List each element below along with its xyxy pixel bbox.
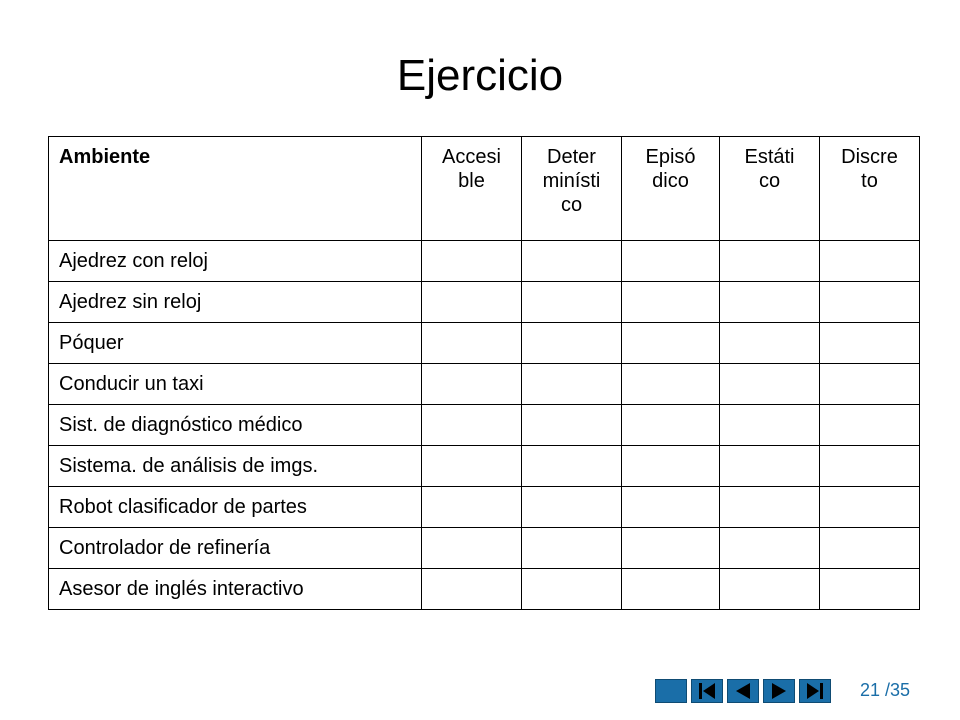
row-label: Asesor de inglés interactivo bbox=[49, 569, 422, 610]
empty-cell bbox=[720, 487, 820, 528]
empty-cell bbox=[720, 323, 820, 364]
empty-cell bbox=[422, 405, 522, 446]
row-label: Póquer bbox=[49, 323, 422, 364]
empty-cell bbox=[422, 487, 522, 528]
empty-cell bbox=[820, 364, 920, 405]
page-total: /35 bbox=[885, 680, 911, 700]
table-row bbox=[49, 405, 920, 446]
empty-cell bbox=[522, 241, 622, 282]
row-label: Ajedrez con reloj bbox=[49, 241, 422, 282]
empty-cell bbox=[820, 323, 920, 364]
header-accesible: Accesi ble bbox=[422, 137, 522, 241]
empty-cell bbox=[522, 487, 622, 528]
empty-cell bbox=[820, 405, 920, 446]
first-page-icon[interactable] bbox=[691, 679, 723, 703]
empty-cell bbox=[622, 487, 720, 528]
empty-cell bbox=[422, 364, 522, 405]
row-label: Sistema. de análisis de imgs. bbox=[49, 446, 422, 487]
empty-cell bbox=[720, 446, 820, 487]
table-row bbox=[49, 487, 920, 528]
empty-cell bbox=[720, 241, 820, 282]
empty-cell bbox=[522, 528, 622, 569]
last-page-icon[interactable] bbox=[799, 679, 831, 703]
empty-cell bbox=[522, 364, 622, 405]
empty-cell bbox=[820, 282, 920, 323]
table-row bbox=[49, 323, 920, 364]
empty-cell bbox=[522, 405, 622, 446]
empty-cell bbox=[422, 282, 522, 323]
next-page-icon[interactable] bbox=[763, 679, 795, 703]
row-label: Sist. de diagnóstico médico bbox=[49, 405, 422, 446]
header-episodico: Episó dico bbox=[622, 137, 720, 241]
empty-cell bbox=[422, 528, 522, 569]
empty-cell bbox=[522, 569, 622, 610]
header-estatico: Estáti co bbox=[720, 137, 820, 241]
empty-cell bbox=[622, 241, 720, 282]
header-ambiente: Ambiente bbox=[49, 137, 422, 241]
table-row bbox=[49, 364, 920, 405]
slide-title: Ejercicio bbox=[396, 51, 564, 100]
empty-cell bbox=[622, 282, 720, 323]
empty-cell bbox=[720, 405, 820, 446]
environment-table bbox=[48, 136, 920, 610]
empty-cell bbox=[820, 446, 920, 487]
page-indicator bbox=[860, 680, 910, 701]
row-label: Robot clasificador de partes bbox=[49, 487, 422, 528]
empty-cell bbox=[422, 241, 522, 282]
empty-cell bbox=[720, 528, 820, 569]
empty-cell bbox=[720, 364, 820, 405]
table-row bbox=[49, 569, 920, 610]
empty-cell bbox=[622, 446, 720, 487]
empty-cell bbox=[522, 282, 622, 323]
header-discreto: Discre to bbox=[820, 137, 920, 241]
empty-cell bbox=[622, 528, 720, 569]
empty-cell bbox=[820, 241, 920, 282]
table-row bbox=[49, 528, 920, 569]
empty-cell bbox=[522, 323, 622, 364]
slide-navigation bbox=[655, 679, 831, 703]
table-header-row bbox=[49, 137, 920, 241]
table-row bbox=[49, 282, 920, 323]
empty-cell bbox=[720, 569, 820, 610]
table-row bbox=[49, 241, 920, 282]
row-label: Controlador de refinería bbox=[49, 528, 422, 569]
empty-cell bbox=[622, 405, 720, 446]
empty-cell bbox=[820, 528, 920, 569]
previous-page-icon[interactable] bbox=[727, 679, 759, 703]
empty-cell bbox=[622, 364, 720, 405]
header-deterministico: Deter minísti co bbox=[522, 137, 622, 241]
row-label: Conducir un taxi bbox=[49, 364, 422, 405]
page-current: 21 bbox=[860, 680, 881, 700]
table-row bbox=[49, 446, 920, 487]
empty-cell bbox=[820, 487, 920, 528]
empty-cell bbox=[522, 446, 622, 487]
empty-cell bbox=[820, 569, 920, 610]
empty-cell bbox=[622, 569, 720, 610]
empty-cell bbox=[422, 323, 522, 364]
empty-cell bbox=[422, 446, 522, 487]
row-label: Ajedrez sin reloj bbox=[49, 282, 422, 323]
empty-cell bbox=[720, 282, 820, 323]
empty-cell bbox=[622, 323, 720, 364]
blank-icon[interactable] bbox=[655, 679, 687, 703]
empty-cell bbox=[422, 569, 522, 610]
